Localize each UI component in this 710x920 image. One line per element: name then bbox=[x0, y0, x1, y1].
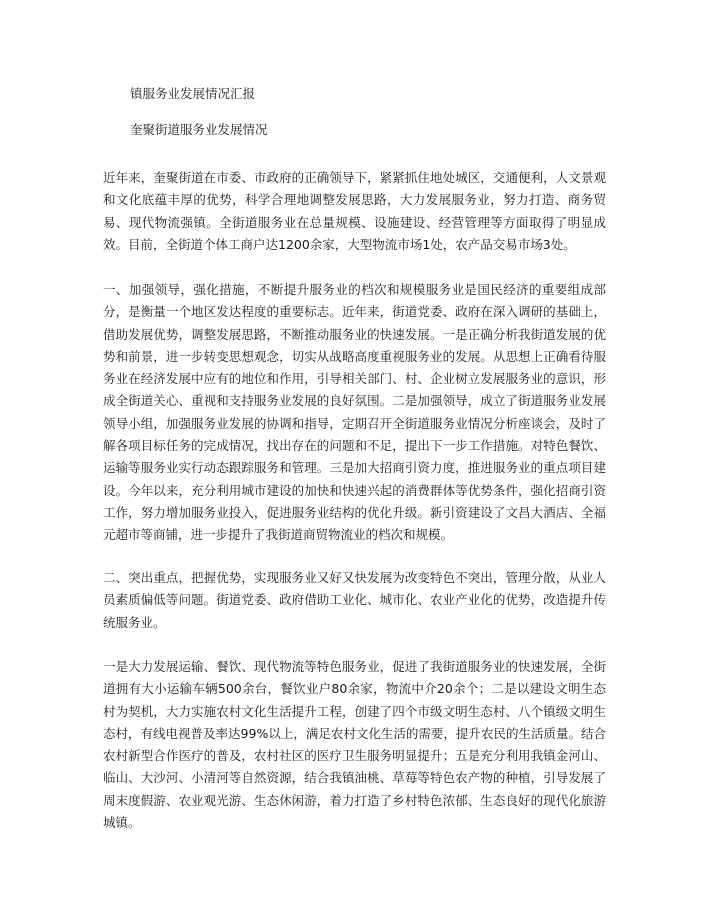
paragraph-section-one: 一、加强领导，强化措施，不断提升服务业的档次和规模服务业是国民经济的重要组成部分，是衡量一个地区发达程度的重要标志。近年来，街道党委、政府在深入调研的基础上，借助发展优势，调整发展思路，不断推动服务业的快速发展。一是正确分析我街道发展的优势和前景，进一步转变思想观念，切实从战略高度重视服务业的发展。从思想上正确看待服务业在经济发展中应有的地位和作用，引导相关部门、村、企业树立发展服务业的意识，形成全街道关心、重视和支持服务业发展的良好氛围。二是加强领导，成立了街道服务业发展领导小组，加强服务业发展的协调和指导，定期召开全街道服务业情况分析座谈会，及时了解各项目标任务的完成情况，找出存在的问题和不足，提出下一步工作措施。对特色餐饮、运输等服务业实行动态跟踪服务和管理。三是加大招商引资力度，推进服务业的重点项目建设。今年以来，充分利用城市建设的加快和快速兴起的消费群体等优势条件，强化招商引资工作，努力增加服务业投入，促进服务业结构的优化升级。新引资建设了文昌大酒店、全福元超市等商铺，进一步提升了我街道商贸物流业的档次和规模。 bbox=[103, 282, 606, 543]
paragraph-details: 一是大力发展运输、餐饮、现代物流等特色服务业，促进了我街道服务业的快速发展，全街道拥有大小运输车辆500余台，餐饮业户80余家，物流中介20余个；二是以建设文明生态村为契机，大力实施农村文化生活提升工程，创建了四个市级文明生态村、八个镇级文明生态村，有线电视普及率达99%以上，满足农村文化生活的需要，提升农民的生活质量。结合农村新型合作医疗的普及，农村社区的医疗卫生服务明显提升；五是充分利用我镇金河山、临山、大沙河、小清河等自然资源，结合我镇油桃、草莓等特色农产物的种植，引导发展了周末度假游、农业观光游、生态休闲游，着力打造了乡村特色浓郁、生态良好的现代化旅游城镇。 bbox=[103, 659, 606, 831]
document-subtitle: 奎聚街道服务业发展情况 bbox=[130, 122, 268, 137]
document-title: 镇服务业发展情况汇报 bbox=[130, 86, 256, 101]
paragraph-intro: 近年来，奎聚街道在市委、市政府的正确领导下，紧紧抓住地处城区，交通便利，人文景观和文化底蕴丰厚的优势，科学合理地调整发展思路，大力发展服务业，努力打造、商务贸易、现代物流强镇。全街道服务业在总量规模、设施建设、经营管理等方面取得了明显成效。目前，全街道个体工商户达1200余家，大型物流市场1处，农产品交易市场3处。 bbox=[103, 170, 606, 252]
paragraph-section-two: 二、突出重点，把握优势，实现服务业又好又快发展为改变特色不突出，管理分散，从业人员素质偏低等问题。街道党委、政府借助工业化、城市化、农业产业化的优势，改造提升传统服务业。 bbox=[103, 570, 606, 630]
